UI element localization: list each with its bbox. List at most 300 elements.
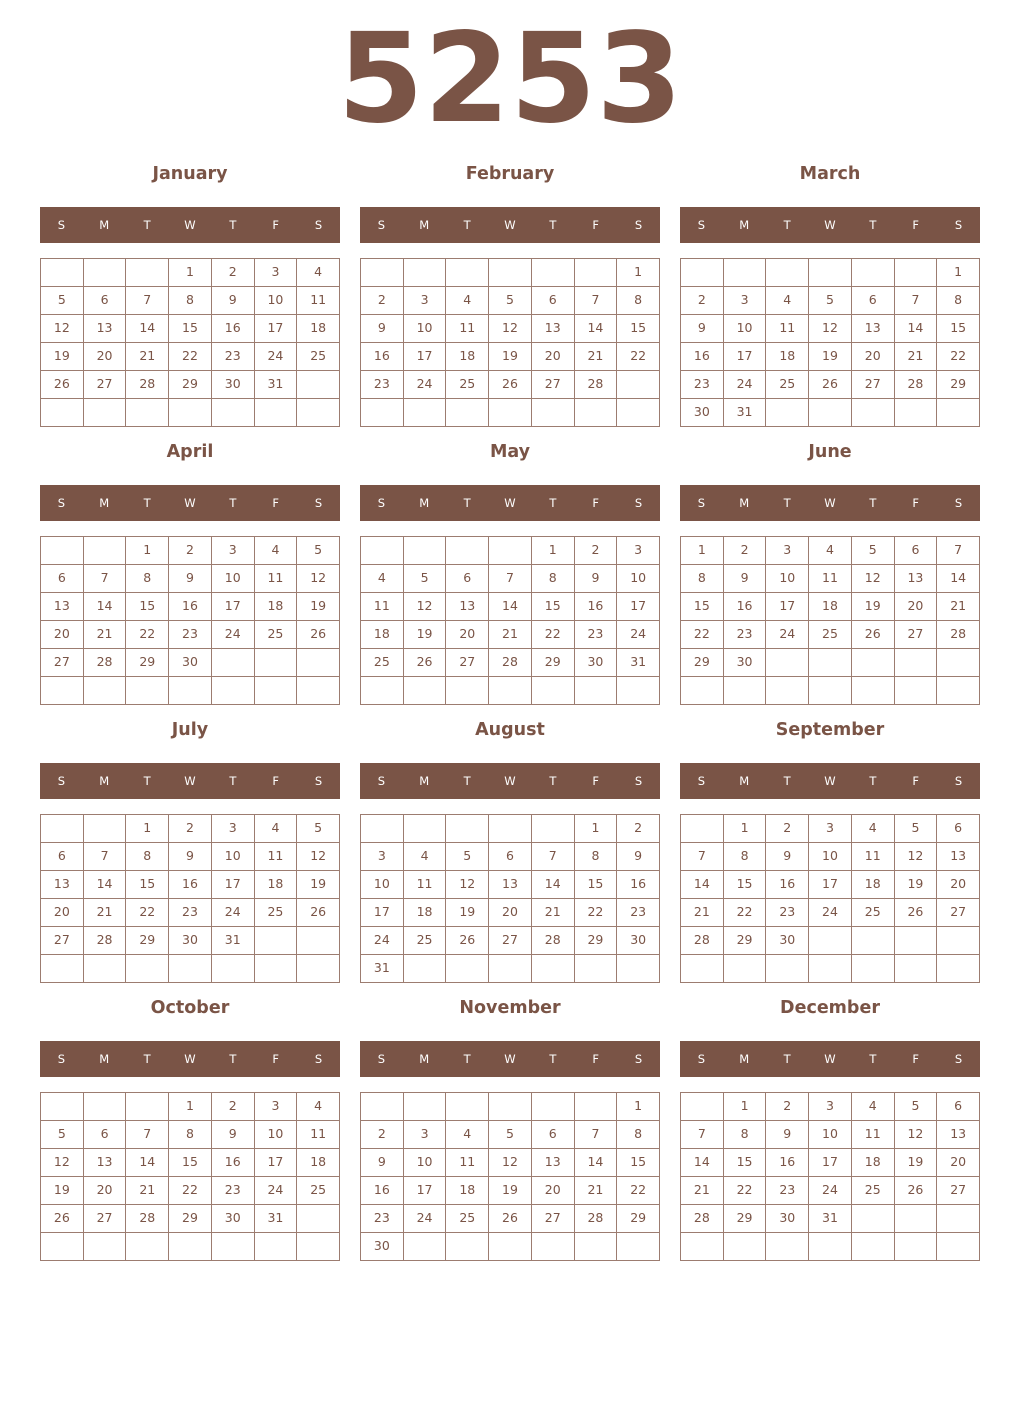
empty-cell bbox=[212, 649, 255, 677]
empty-cell bbox=[404, 259, 447, 287]
day-cell: 2 bbox=[212, 259, 255, 287]
weekday-label: S bbox=[377, 218, 386, 232]
day-cell: 2 bbox=[681, 287, 724, 315]
day-cell: 4 bbox=[255, 537, 298, 565]
day-cell: 30 bbox=[212, 371, 255, 399]
day-cell: 21 bbox=[489, 621, 532, 649]
day-cell: 23 bbox=[617, 899, 660, 927]
weekday-header bbox=[680, 485, 980, 521]
day-cell: 28 bbox=[126, 371, 169, 399]
day-cell: 6 bbox=[852, 287, 895, 315]
weekday-label: T bbox=[143, 218, 151, 232]
empty-cell bbox=[41, 677, 84, 705]
empty-cell bbox=[895, 677, 938, 705]
empty-cell bbox=[895, 649, 938, 677]
day-cell: 29 bbox=[724, 1205, 767, 1233]
day-cell: 30 bbox=[212, 1205, 255, 1233]
day-cell: 6 bbox=[532, 287, 575, 315]
weekday-label: M bbox=[99, 218, 110, 232]
day-cell: 20 bbox=[895, 593, 938, 621]
day-cell: 21 bbox=[895, 343, 938, 371]
month-name: July bbox=[171, 720, 209, 740]
day-cell: 11 bbox=[766, 315, 809, 343]
day-cell: 12 bbox=[446, 871, 489, 899]
day-cell: 31 bbox=[212, 927, 255, 955]
weekday-label: T bbox=[463, 774, 471, 788]
weekday-label: F bbox=[912, 1052, 920, 1066]
day-cell: 18 bbox=[809, 593, 852, 621]
empty-cell bbox=[489, 955, 532, 983]
empty-cell bbox=[681, 677, 724, 705]
day-cell: 22 bbox=[617, 343, 660, 371]
day-cell: 29 bbox=[575, 927, 618, 955]
weekday-header bbox=[360, 207, 660, 243]
weekday-label: S bbox=[377, 1052, 386, 1066]
weekday-label: F bbox=[912, 218, 920, 232]
day-cell: 28 bbox=[681, 1205, 724, 1233]
day-cell: 15 bbox=[724, 871, 767, 899]
weekday-label: W bbox=[824, 496, 836, 510]
empty-cell bbox=[126, 955, 169, 983]
day-cell: 7 bbox=[84, 843, 127, 871]
empty-cell bbox=[809, 259, 852, 287]
day-cell: 17 bbox=[361, 899, 404, 927]
month-june bbox=[680, 438, 980, 704]
weekday-label: S bbox=[377, 496, 386, 510]
empty-cell bbox=[766, 955, 809, 983]
empty-cell bbox=[809, 1233, 852, 1261]
empty-cell bbox=[809, 677, 852, 705]
day-cell: 13 bbox=[852, 315, 895, 343]
empty-cell bbox=[724, 677, 767, 705]
day-cell: 4 bbox=[361, 565, 404, 593]
day-cell: 21 bbox=[532, 899, 575, 927]
day-cell: 21 bbox=[84, 899, 127, 927]
day-cell: 8 bbox=[575, 843, 618, 871]
day-cell: 26 bbox=[446, 927, 489, 955]
day-cell: 25 bbox=[255, 621, 298, 649]
day-cell: 2 bbox=[724, 537, 767, 565]
month-name: January bbox=[152, 164, 228, 184]
day-cell: 18 bbox=[852, 1149, 895, 1177]
empty-cell bbox=[84, 1093, 127, 1121]
day-cell: 24 bbox=[255, 1177, 298, 1205]
day-cell: 19 bbox=[809, 343, 852, 371]
weekday-label: T bbox=[783, 218, 791, 232]
day-cell: 23 bbox=[766, 899, 809, 927]
empty-cell bbox=[446, 677, 489, 705]
empty-cell bbox=[212, 399, 255, 427]
year-title: 5253 bbox=[337, 7, 683, 151]
weekday-label: T bbox=[783, 1052, 791, 1066]
day-cell: 18 bbox=[766, 343, 809, 371]
day-cell: 13 bbox=[446, 593, 489, 621]
day-cell: 19 bbox=[489, 343, 532, 371]
day-cell: 13 bbox=[532, 315, 575, 343]
day-cell: 9 bbox=[575, 565, 618, 593]
weekday-label: W bbox=[824, 1052, 836, 1066]
day-cell: 5 bbox=[489, 1121, 532, 1149]
day-cell: 30 bbox=[169, 649, 212, 677]
empty-cell bbox=[212, 677, 255, 705]
day-cell: 28 bbox=[489, 649, 532, 677]
day-cell: 10 bbox=[809, 1121, 852, 1149]
empty-cell bbox=[212, 1233, 255, 1261]
empty-cell bbox=[84, 677, 127, 705]
day-cell: 21 bbox=[84, 621, 127, 649]
day-cell: 24 bbox=[724, 371, 767, 399]
day-cell: 2 bbox=[575, 537, 618, 565]
day-cell: 6 bbox=[41, 565, 84, 593]
day-cell: 1 bbox=[126, 537, 169, 565]
empty-cell bbox=[895, 927, 938, 955]
weekday-label: W bbox=[184, 1052, 196, 1066]
empty-cell bbox=[617, 677, 660, 705]
empty-cell bbox=[766, 649, 809, 677]
day-cell: 20 bbox=[532, 343, 575, 371]
empty-cell bbox=[84, 955, 127, 983]
weekday-label: S bbox=[377, 774, 386, 788]
day-cell: 25 bbox=[446, 371, 489, 399]
weekday-label: T bbox=[549, 218, 557, 232]
day-cell: 16 bbox=[617, 871, 660, 899]
day-cell: 7 bbox=[895, 287, 938, 315]
day-cell: 24 bbox=[212, 899, 255, 927]
day-cell: 7 bbox=[681, 843, 724, 871]
day-cell: 9 bbox=[361, 1149, 404, 1177]
day-cell: 19 bbox=[446, 899, 489, 927]
day-cell: 8 bbox=[169, 1121, 212, 1149]
empty-cell bbox=[724, 259, 767, 287]
month-october bbox=[40, 994, 340, 1260]
day-cell: 7 bbox=[575, 287, 618, 315]
month-may bbox=[360, 438, 660, 704]
empty-cell bbox=[489, 815, 532, 843]
day-cell: 3 bbox=[255, 1093, 298, 1121]
day-cell: 20 bbox=[84, 1177, 127, 1205]
day-cell: 16 bbox=[681, 343, 724, 371]
day-cell: 30 bbox=[766, 927, 809, 955]
day-cell: 5 bbox=[489, 287, 532, 315]
day-grid bbox=[680, 1092, 980, 1261]
day-cell: 13 bbox=[41, 871, 84, 899]
day-cell: 1 bbox=[169, 259, 212, 287]
day-cell: 17 bbox=[809, 871, 852, 899]
day-cell: 24 bbox=[809, 1177, 852, 1205]
day-cell: 13 bbox=[532, 1149, 575, 1177]
day-cell: 27 bbox=[41, 649, 84, 677]
day-cell: 16 bbox=[212, 315, 255, 343]
day-cell: 31 bbox=[255, 371, 298, 399]
weekday-label: F bbox=[912, 774, 920, 788]
day-cell: 25 bbox=[361, 649, 404, 677]
empty-cell bbox=[532, 259, 575, 287]
day-cell: 18 bbox=[297, 315, 340, 343]
day-cell: 2 bbox=[212, 1093, 255, 1121]
weekday-label: W bbox=[184, 496, 196, 510]
empty-cell bbox=[937, 677, 980, 705]
month-name: August bbox=[475, 720, 545, 740]
weekday-label: M bbox=[419, 774, 430, 788]
day-cell: 14 bbox=[84, 593, 127, 621]
day-cell: 28 bbox=[681, 927, 724, 955]
day-cell: 26 bbox=[852, 621, 895, 649]
day-cell: 28 bbox=[532, 927, 575, 955]
day-cell: 17 bbox=[809, 1149, 852, 1177]
day-grid bbox=[360, 814, 660, 983]
empty-cell bbox=[41, 815, 84, 843]
day-cell: 4 bbox=[852, 815, 895, 843]
day-cell: 3 bbox=[809, 1093, 852, 1121]
day-cell: 9 bbox=[361, 315, 404, 343]
day-cell: 7 bbox=[126, 1121, 169, 1149]
day-cell: 26 bbox=[297, 899, 340, 927]
day-cell: 9 bbox=[212, 287, 255, 315]
day-cell: 16 bbox=[212, 1149, 255, 1177]
day-cell: 1 bbox=[532, 537, 575, 565]
day-grid bbox=[680, 536, 980, 705]
day-cell: 16 bbox=[724, 593, 767, 621]
day-cell: 21 bbox=[575, 1177, 618, 1205]
day-cell: 23 bbox=[169, 899, 212, 927]
empty-cell bbox=[255, 955, 298, 983]
weekday-label: S bbox=[57, 496, 66, 510]
day-cell: 13 bbox=[895, 565, 938, 593]
day-cell: 25 bbox=[297, 1177, 340, 1205]
day-cell: 25 bbox=[766, 371, 809, 399]
day-cell: 23 bbox=[361, 371, 404, 399]
empty-cell bbox=[255, 677, 298, 705]
weekday-label: W bbox=[504, 218, 516, 232]
day-cell: 18 bbox=[404, 899, 447, 927]
day-cell: 14 bbox=[895, 315, 938, 343]
day-cell: 18 bbox=[446, 343, 489, 371]
day-cell: 10 bbox=[404, 1149, 447, 1177]
day-cell: 24 bbox=[809, 899, 852, 927]
month-name: June bbox=[808, 442, 852, 462]
empty-cell bbox=[617, 399, 660, 427]
day-cell: 8 bbox=[724, 843, 767, 871]
day-cell: 12 bbox=[489, 1149, 532, 1177]
month-august bbox=[360, 716, 660, 982]
day-cell: 22 bbox=[126, 899, 169, 927]
empty-cell bbox=[532, 955, 575, 983]
day-cell: 24 bbox=[766, 621, 809, 649]
day-cell: 26 bbox=[41, 1205, 84, 1233]
weekday-label: M bbox=[419, 218, 430, 232]
day-cell: 6 bbox=[937, 815, 980, 843]
day-cell: 14 bbox=[681, 871, 724, 899]
day-cell: 12 bbox=[489, 315, 532, 343]
weekday-label: F bbox=[592, 218, 600, 232]
empty-cell bbox=[255, 399, 298, 427]
day-cell: 7 bbox=[489, 565, 532, 593]
day-cell: 20 bbox=[446, 621, 489, 649]
day-cell: 26 bbox=[895, 1177, 938, 1205]
day-cell: 29 bbox=[169, 371, 212, 399]
empty-cell bbox=[297, 677, 340, 705]
day-cell: 9 bbox=[681, 315, 724, 343]
day-cell: 17 bbox=[212, 593, 255, 621]
month-september bbox=[680, 716, 980, 982]
empty-cell bbox=[404, 815, 447, 843]
day-cell: 31 bbox=[361, 955, 404, 983]
day-cell: 16 bbox=[361, 1177, 404, 1205]
day-cell: 15 bbox=[169, 1149, 212, 1177]
day-cell: 26 bbox=[489, 1205, 532, 1233]
empty-cell bbox=[126, 1093, 169, 1121]
day-cell: 15 bbox=[532, 593, 575, 621]
weekday-header bbox=[360, 485, 660, 521]
day-cell: 18 bbox=[852, 871, 895, 899]
day-cell: 11 bbox=[852, 1121, 895, 1149]
day-cell: 21 bbox=[126, 1177, 169, 1205]
weekday-label: T bbox=[869, 1052, 877, 1066]
empty-cell bbox=[575, 259, 618, 287]
day-cell: 9 bbox=[617, 843, 660, 871]
day-cell: 7 bbox=[681, 1121, 724, 1149]
empty-cell bbox=[169, 955, 212, 983]
day-cell: 27 bbox=[532, 371, 575, 399]
day-cell: 11 bbox=[297, 1121, 340, 1149]
weekday-label: T bbox=[463, 1052, 471, 1066]
empty-cell bbox=[681, 955, 724, 983]
day-cell: 24 bbox=[617, 621, 660, 649]
day-cell: 3 bbox=[361, 843, 404, 871]
empty-cell bbox=[404, 537, 447, 565]
day-cell: 6 bbox=[489, 843, 532, 871]
day-cell: 21 bbox=[681, 899, 724, 927]
empty-cell bbox=[446, 259, 489, 287]
day-cell: 2 bbox=[361, 287, 404, 315]
empty-cell bbox=[575, 677, 618, 705]
day-cell: 28 bbox=[84, 649, 127, 677]
empty-cell bbox=[297, 927, 340, 955]
day-cell: 13 bbox=[489, 871, 532, 899]
day-cell: 16 bbox=[169, 871, 212, 899]
day-cell: 14 bbox=[126, 315, 169, 343]
day-cell: 14 bbox=[489, 593, 532, 621]
empty-cell bbox=[766, 677, 809, 705]
empty-cell bbox=[41, 955, 84, 983]
day-cell: 22 bbox=[724, 1177, 767, 1205]
day-cell: 31 bbox=[617, 649, 660, 677]
day-cell: 25 bbox=[852, 1177, 895, 1205]
day-cell: 15 bbox=[575, 871, 618, 899]
day-cell: 21 bbox=[126, 343, 169, 371]
empty-cell bbox=[617, 1233, 660, 1261]
day-cell: 2 bbox=[169, 537, 212, 565]
day-cell: 9 bbox=[169, 565, 212, 593]
empty-cell bbox=[852, 1205, 895, 1233]
empty-cell bbox=[212, 955, 255, 983]
weekday-label: F bbox=[272, 1052, 280, 1066]
weekday-label: T bbox=[549, 774, 557, 788]
day-cell: 13 bbox=[937, 1121, 980, 1149]
day-cell: 11 bbox=[852, 843, 895, 871]
day-cell: 26 bbox=[895, 899, 938, 927]
empty-cell bbox=[169, 677, 212, 705]
day-cell: 9 bbox=[766, 843, 809, 871]
empty-cell bbox=[895, 259, 938, 287]
empty-cell bbox=[404, 1233, 447, 1261]
day-cell: 15 bbox=[617, 315, 660, 343]
weekday-label: T bbox=[549, 1052, 557, 1066]
empty-cell bbox=[852, 1233, 895, 1261]
day-cell: 27 bbox=[532, 1205, 575, 1233]
empty-cell bbox=[126, 1233, 169, 1261]
weekday-label: T bbox=[783, 774, 791, 788]
month-february bbox=[360, 160, 660, 426]
empty-cell bbox=[489, 1093, 532, 1121]
day-cell: 14 bbox=[126, 1149, 169, 1177]
day-cell: 14 bbox=[575, 1149, 618, 1177]
weekday-label: S bbox=[697, 774, 706, 788]
day-cell: 31 bbox=[724, 399, 767, 427]
day-cell: 17 bbox=[724, 343, 767, 371]
day-cell: 24 bbox=[404, 371, 447, 399]
day-cell: 11 bbox=[446, 315, 489, 343]
day-cell: 8 bbox=[617, 287, 660, 315]
day-cell: 28 bbox=[84, 927, 127, 955]
empty-cell bbox=[255, 1233, 298, 1261]
day-cell: 8 bbox=[532, 565, 575, 593]
weekday-label: S bbox=[697, 218, 706, 232]
empty-cell bbox=[809, 927, 852, 955]
day-cell: 14 bbox=[937, 565, 980, 593]
empty-cell bbox=[937, 1205, 980, 1233]
empty-cell bbox=[446, 1093, 489, 1121]
empty-cell bbox=[255, 927, 298, 955]
day-cell: 9 bbox=[212, 1121, 255, 1149]
day-cell: 10 bbox=[361, 871, 404, 899]
month-name: March bbox=[799, 164, 861, 184]
empty-cell bbox=[724, 955, 767, 983]
empty-cell bbox=[681, 259, 724, 287]
day-cell: 3 bbox=[766, 537, 809, 565]
weekday-label: M bbox=[99, 496, 110, 510]
day-cell: 15 bbox=[126, 871, 169, 899]
day-cell: 4 bbox=[297, 1093, 340, 1121]
day-cell: 2 bbox=[361, 1121, 404, 1149]
empty-cell bbox=[41, 399, 84, 427]
day-cell: 14 bbox=[681, 1149, 724, 1177]
day-grid bbox=[40, 1092, 340, 1261]
day-cell: 19 bbox=[41, 343, 84, 371]
empty-cell bbox=[126, 259, 169, 287]
empty-cell bbox=[852, 677, 895, 705]
day-cell: 24 bbox=[255, 343, 298, 371]
day-cell: 17 bbox=[617, 593, 660, 621]
empty-cell bbox=[681, 1093, 724, 1121]
day-cell: 29 bbox=[169, 1205, 212, 1233]
empty-cell bbox=[126, 677, 169, 705]
day-cell: 30 bbox=[617, 927, 660, 955]
empty-cell bbox=[41, 1093, 84, 1121]
day-cell: 10 bbox=[809, 843, 852, 871]
day-cell: 12 bbox=[41, 1149, 84, 1177]
day-cell: 2 bbox=[766, 1093, 809, 1121]
weekday-label: T bbox=[869, 774, 877, 788]
empty-cell bbox=[446, 399, 489, 427]
weekday-label: M bbox=[739, 218, 750, 232]
day-cell: 25 bbox=[809, 621, 852, 649]
day-cell: 7 bbox=[575, 1121, 618, 1149]
day-cell: 23 bbox=[724, 621, 767, 649]
day-cell: 5 bbox=[41, 1121, 84, 1149]
day-cell: 6 bbox=[446, 565, 489, 593]
day-cell: 20 bbox=[41, 899, 84, 927]
